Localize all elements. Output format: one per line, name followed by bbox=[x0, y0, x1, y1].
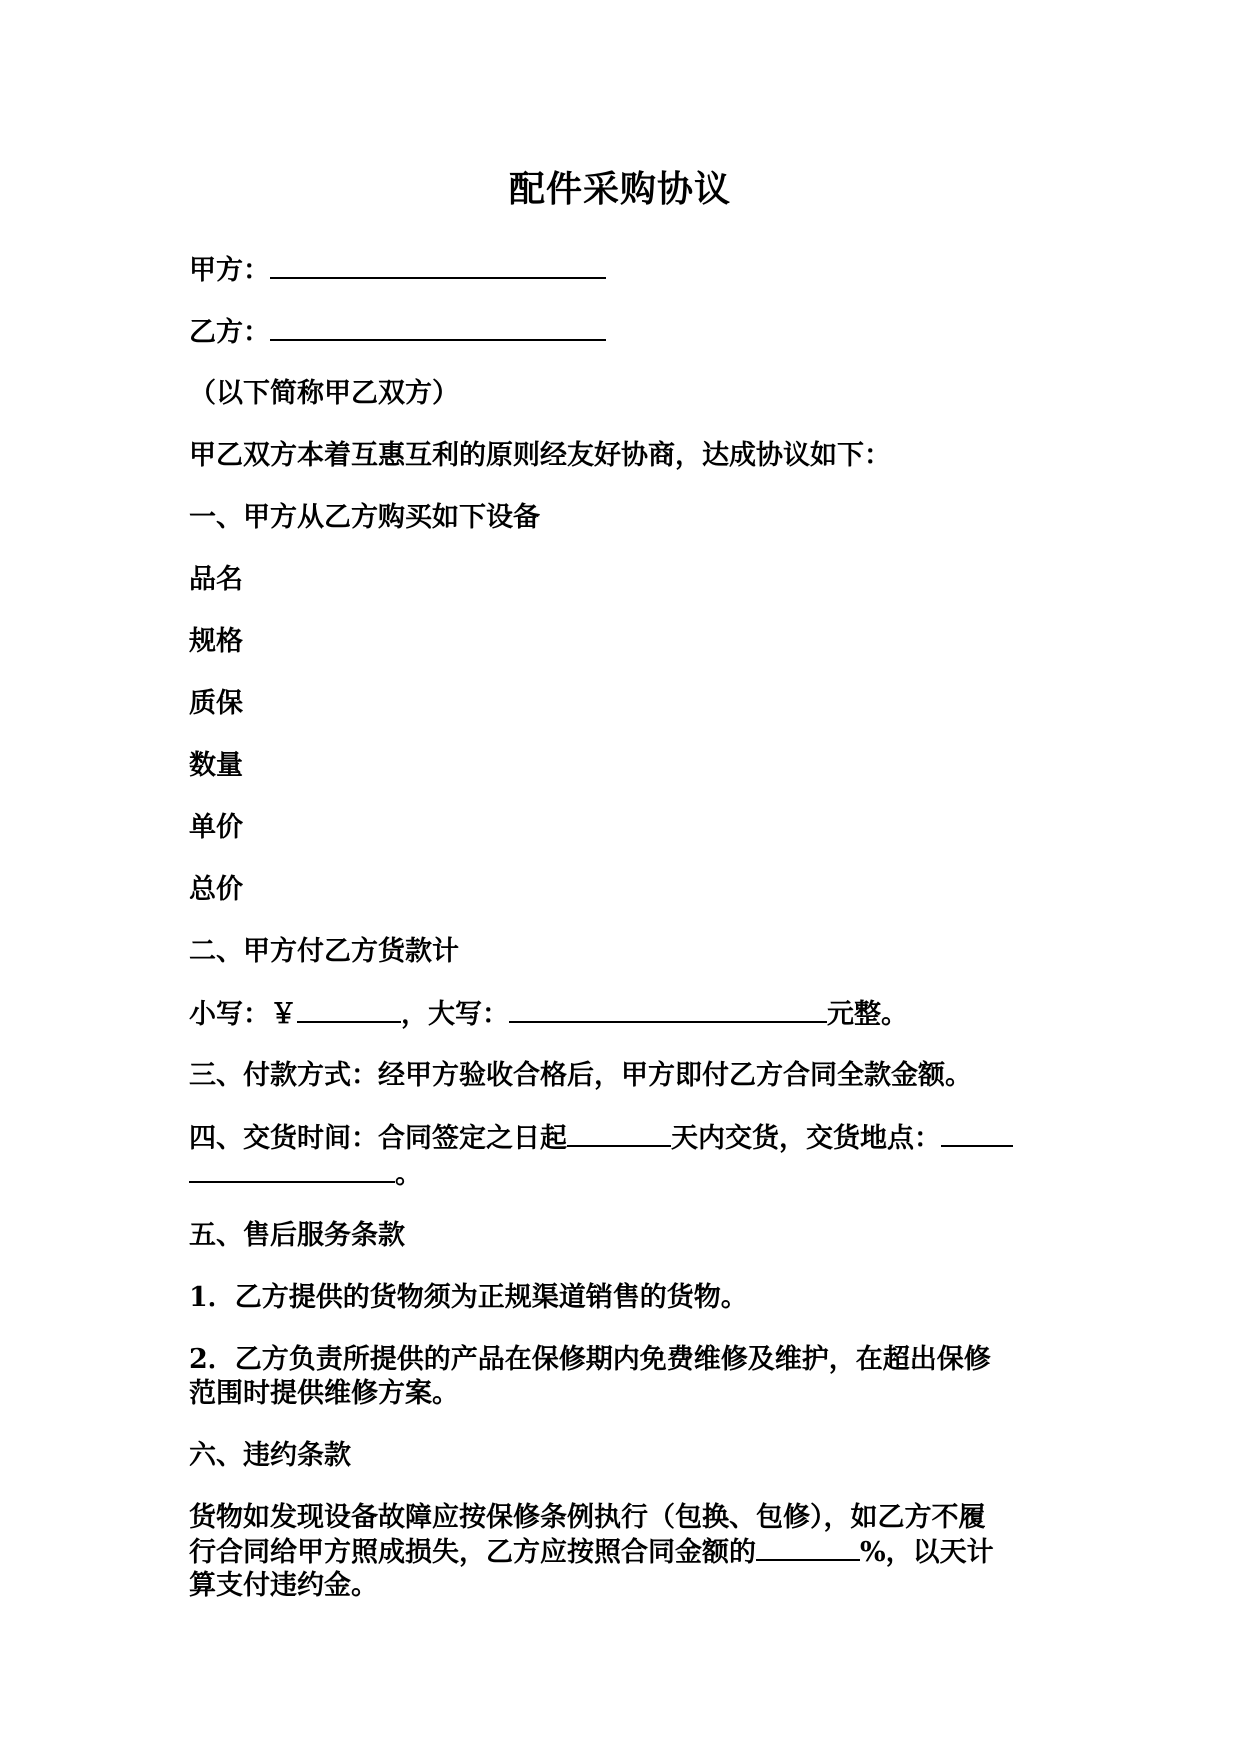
section-2-heading: 二、甲方付乙方货款计 bbox=[189, 936, 459, 967]
section-4-line-1 bbox=[189, 1121, 1013, 1156]
amount-small-label: 小写：￥ bbox=[189, 999, 297, 1030]
section-5-item-1: 1．乙方提供的货物须为正规渠道销售的货物。 bbox=[189, 1282, 748, 1313]
party-a-label: 甲方： bbox=[189, 255, 270, 286]
section-6-line-2-part-1: 行合同给甲方照成损失，乙方应按照合同金额的 bbox=[189, 1537, 756, 1568]
item-warranty: 质保 bbox=[189, 688, 243, 719]
party-b-blank bbox=[270, 315, 606, 341]
party-b-label: 乙方： bbox=[189, 317, 270, 348]
delivery-place-blank-1 bbox=[941, 1121, 1013, 1147]
item-quantity: 数量 bbox=[189, 750, 243, 781]
party-a-line bbox=[189, 253, 606, 288]
party-a-blank bbox=[270, 253, 606, 279]
intro-text: 甲乙双方本着互惠互利的原则经友好协商，达成协议如下： bbox=[189, 440, 891, 471]
section-5-item-2-line-2: 范围时提供维修方案。 bbox=[189, 1378, 459, 1409]
section-6-line-2-part-2: %，以天计 bbox=[860, 1537, 994, 1568]
delivery-place-blank-2 bbox=[189, 1157, 395, 1183]
section-6-line-3: 算支付违约金。 bbox=[189, 1570, 378, 1601]
amount-small-blank bbox=[297, 997, 401, 1023]
document-title: 配件采购协议 bbox=[508, 168, 731, 210]
amount-large-blank bbox=[509, 997, 827, 1023]
section-4-line-2 bbox=[189, 1157, 422, 1192]
section-6-line-2 bbox=[189, 1535, 994, 1570]
delivery-days-blank bbox=[567, 1121, 671, 1147]
section-6-line-1: 货物如发现设备故障应按保修条例执行（包换、包修），如乙方不履 bbox=[189, 1502, 986, 1533]
section-3-text: 三、付款方式：经甲方验收合格后，甲方即付乙方合同全款金额。 bbox=[189, 1060, 972, 1091]
section-4-part-2: 天内交货，交货地点： bbox=[671, 1123, 941, 1154]
section-5-heading: 五、售后服务条款 bbox=[189, 1220, 405, 1251]
section-6-heading: 六、违约条款 bbox=[189, 1440, 351, 1471]
item-unit-price: 单价 bbox=[189, 812, 243, 843]
amount-suffix: 元整。 bbox=[827, 999, 908, 1030]
section-1-heading: 一、甲方从乙方购买如下设备 bbox=[189, 502, 540, 533]
amount-separator: ，大写： bbox=[401, 999, 509, 1030]
amount-line bbox=[189, 997, 908, 1032]
item-name: 品名 bbox=[189, 564, 243, 595]
item-spec: 规格 bbox=[189, 626, 243, 657]
section-5-item-2-line-1: 2．乙方负责所提供的产品在保修期内免费维修及维护，在超出保修 bbox=[189, 1344, 991, 1375]
item-total-price: 总价 bbox=[189, 874, 243, 905]
abbreviation-note: （以下简称甲乙双方） bbox=[189, 378, 459, 409]
party-b-line bbox=[189, 315, 606, 350]
section-4-part-1: 四、交货时间：合同签定之日起 bbox=[189, 1123, 567, 1154]
penalty-percent-blank bbox=[756, 1535, 860, 1561]
section-4-end: 。 bbox=[395, 1159, 422, 1190]
